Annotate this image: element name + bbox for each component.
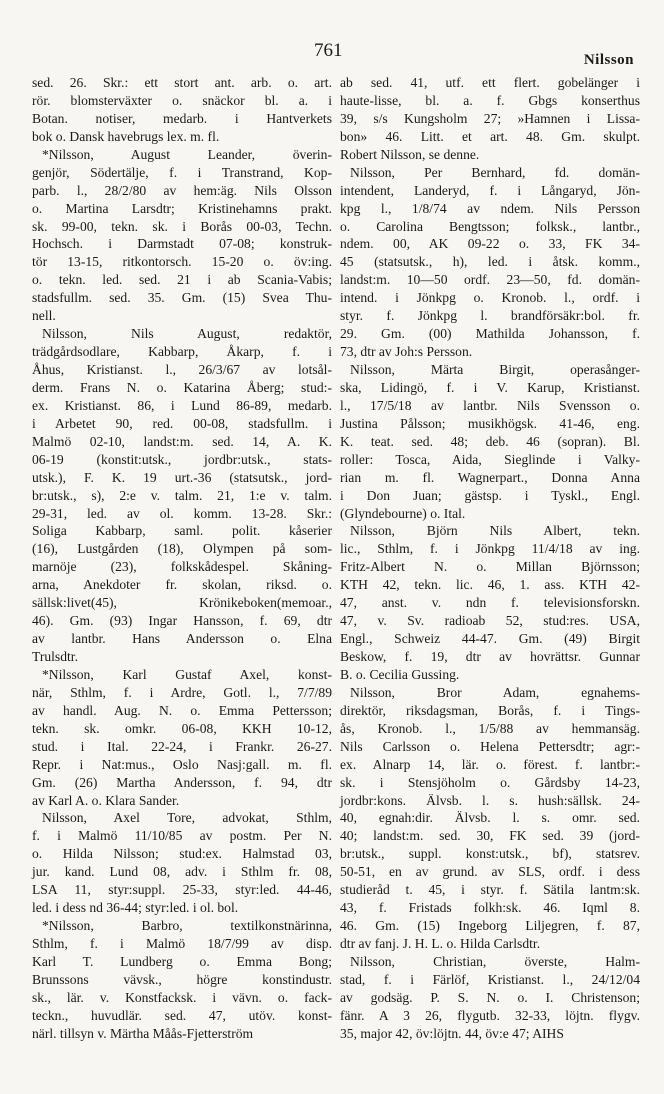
text-line: av lantbr. Hans Andersson o. Elna	[32, 631, 332, 647]
text-line: studieråd t. 45, i styr. f. Sätila lantm:sk.	[340, 882, 640, 898]
text-line: Gm. (26) Martha Andersson, f. 94, dtr	[32, 774, 332, 790]
text-line: bok o. Dansk havebrugs lex. m. fl.	[32, 128, 220, 144]
text-line: 29. Gm. (00) Mathilda Johansson, f.	[340, 326, 640, 342]
text-line: 06-19 (konstit:utsk., jordbr:utsk., stats-	[32, 451, 332, 467]
text-line: utsk.), F. K. 19 urt.-36 (statsutsk., jord-	[32, 469, 332, 485]
text-line: rör. blomsterväxter o. snäckor bl. a. i	[32, 92, 332, 108]
text-line: i Arbetet 90, red. 00-08, stadsfullm. i	[32, 415, 332, 431]
text-line: Karl T. Lundberg o. Emma Bong;	[32, 953, 332, 969]
left-column	[32, 74, 332, 1043]
entry-heading-line: Nilsson, Märta Birgit, operasånger-	[350, 362, 640, 377]
text-line: närl. tillsyn v. Märtha Måås-Fjetterström	[32, 1025, 254, 1041]
text-line: sed. 26. Skr.: ett stort ant. arb. o. art.	[32, 75, 332, 90]
text-line: sk. i Stensjöholm o. Gårdsby 14-23,	[340, 774, 640, 790]
text-line: landst:m. 10—50 ordf. 23—50, fd. domän-	[340, 272, 640, 288]
entry-heading-line: Nilsson, Bror Adam, egnahems-	[350, 684, 640, 700]
text-line: (Glyndebourne) o. Ital.	[340, 505, 466, 521]
text-line: Brunssons vävsk., högre konstindustr.	[32, 971, 332, 987]
text-line: 39, s/s Kungsholm 27; »Hamnen i Lissa-	[340, 110, 640, 126]
text-line: teckn., huvudlär. sed. 47, utöv. konst-	[32, 1007, 332, 1023]
text-line: Nils Carlsson o. Helena Pettersdtr; agr:-	[340, 738, 640, 754]
text-line: roller: Tosca, Aida, Sieglinde i Valky-	[340, 451, 640, 467]
text-line: av Karl A. o. Klara Sander.	[32, 792, 180, 808]
text-line: Beskow, f. 19, dtr av hovrättsr. Gunnar	[340, 649, 640, 664]
text-line: Malmö 02-10, landst:m. sed. 14, A. K.	[32, 433, 332, 449]
text-line: o. Martina Larsdtr; Kristinehamns prakt.	[32, 200, 332, 216]
text-line: av handl. Aug. N. o. Emma Pettersson;	[32, 702, 332, 718]
text-line: Justina Pålsson; musikhögsk. 41-46, eng.	[340, 415, 640, 431]
text-line: Trulsdtr.	[32, 649, 78, 664]
text-line: br:utsk., suppl. konst:utsk., bf), statsrev.	[340, 846, 640, 862]
text-line: ab sed. 41, utf. ett flert. gobelänger i	[340, 75, 640, 90]
text-line: lic., Sthlm, f. i Jönkpg 11/4/18 av ing.	[340, 541, 640, 557]
text-line: K. teat. sed. 48; deb. 46 (sopran). Bl.	[340, 433, 640, 449]
text-line: 47, v. Sv. radioab 52, stud:res. USA,	[340, 613, 640, 629]
text-line: Repr. i Nat:mus., Oslo Nasj:gall. m. fl.	[32, 756, 332, 772]
text-line: f. i Malmö 11/10/85 av postm. Per N.	[32, 828, 332, 844]
text-line: Hochsch. i Darmstadt 07-08; konstruk-	[32, 236, 332, 252]
text-line: 45 (statsutsk., h), led. i åtsk. komm.,	[340, 254, 640, 270]
text-line: Robert Nilsson, se denne.	[340, 146, 480, 162]
text-line: led. i dess nd 36-44; styr:led. i ol. bol.	[32, 900, 239, 916]
text-line: haute-lisse, bl. a. f. Gbgs konserthus	[340, 92, 640, 108]
text-line: LSA 11, styr:suppl. 25-33, styr:led. 44-46,	[32, 882, 332, 898]
text-line: intend. i Jönkpg o. Kronob. l., ordf. i	[340, 290, 640, 306]
entry-heading-line: Nilsson, Axel Tore, advokat, Sthlm,	[42, 810, 332, 826]
text-line: (16), Lustgården (18), Olympen på som-	[32, 541, 332, 557]
text-line: Botan. notiser, medarb. i Hantverkets	[32, 110, 332, 126]
text-line: direktör, riksdagsman, Borås, f. i Tings-	[340, 702, 640, 718]
text-line: Fritz-Albert N. o. Millan Björnsson;	[340, 559, 640, 575]
text-line: stad, f. i Färlöf, Kristianst. l., 24/12/04	[340, 971, 640, 987]
page-header	[0, 40, 664, 70]
text-line: jordbr:kons. Älvsb. l. s. hush:sällsk. 24-	[340, 792, 640, 808]
text-line: kpg l., 1/8/74 av ndem. Nils Persson	[340, 200, 640, 216]
text-line: Soliga Kabbarp, saml. polit. kåserier	[32, 523, 332, 539]
text-line: ndem. 00, AK 09-22 o. 33, FK 34-	[340, 236, 640, 252]
right-column	[340, 74, 640, 1043]
entry-heading-line: *Nilsson, August Leander, överin-	[42, 146, 332, 162]
text-line: B. o. Cecilia Gussing.	[340, 666, 460, 682]
text-line: bon» 46. Litt. et art. 48. Gm. skulpt.	[340, 128, 640, 144]
text-line: fänr. A 3 26, flygutb. 32-33, löjtn. flygv.	[340, 1007, 640, 1023]
text-line: sk. 99-00, tekn. sk. i Borås 00-03, Techn.	[32, 218, 332, 234]
text-line: 43, f. Fristads folkh:sk. 46. Iqml 8.	[340, 900, 640, 916]
text-line: 40; landst:m. sed. 30, FK sed. 39 (jord-	[340, 828, 640, 844]
text-line: derm. Frans N. o. Katarina Åberg; stud:-	[32, 379, 332, 395]
text-line: o. Hilda Nilsson; stud:ex. Halmstad 03,	[32, 846, 332, 862]
text-line: o. tekn. led. sed. 21 i ab Scania-Vabis;	[32, 272, 332, 288]
text-line: 46). Gm. (93) Ingar Hansson, f. 69, dtr	[32, 613, 332, 629]
text-line: stud. i Ital. 22-24, i Frankr. 26-27.	[32, 738, 332, 754]
text-line: Engl., Schweiz 44-47. Gm. (49) Birgit	[340, 631, 640, 647]
text-line: 40, egnah:dir. Älvsb. l. s. omr. sed.	[340, 810, 640, 826]
text-line: jur. kand. Lund 08, adv. i Sthlm fr. 08,	[32, 864, 332, 880]
text-line: marnöje (23), folkskådespel. Skåning-	[32, 559, 332, 575]
text-line: tör 13-15, ritkontorsch. 15-20 o. öv:ing.	[32, 254, 332, 270]
text-line: sällsk:livet(45), Krönikeboken(memoar.,	[32, 595, 332, 611]
text-line: sk., lär. v. Konstfacksk. i vävn. o. fack-	[32, 989, 332, 1005]
text-line: i Don Juan; gästsp. i Tyskl., Engl.	[340, 487, 640, 503]
text-line: KTH 42, tekn. lic. 46, 1. ass. KTH 42-	[340, 577, 640, 593]
text-line: trädgårdsodlare, Kabbarp, Åkarp, f. i	[32, 344, 332, 360]
text-line: rian m. fl. Wagnerpart., Donna Anna	[340, 469, 640, 485]
text-line: ex. Kristianst. 86, i Lund 86-89, medarb.	[32, 397, 332, 413]
text-line: Åhus, Kristianst. l., 26/3/67 av lotsål-	[32, 362, 332, 377]
text-line: 47, anst. v. ndn f. televisionsforskn.	[340, 595, 640, 611]
text-line: stadsfullm. sed. 35. Gm. (15) Svea Thu-	[32, 290, 332, 306]
text-line: genjör, Södertälje, f. i Transtrand, Kop-	[32, 164, 332, 180]
page-number: 761	[314, 40, 343, 61]
entry-heading-line: Nilsson, Björn Nils Albert, tekn.	[350, 523, 640, 539]
entry-heading-line: Nilsson, Christian, överste, Halm-	[350, 953, 640, 969]
text-line: ska, Lidingö, f. i V. Karup, Kristianst.	[340, 379, 640, 395]
text-line: 50-51, en av grund. av SLS, ordf. i dess	[340, 864, 640, 880]
text-line: styr. f. Jönkpg l. brandförsäkr:bol. fr.	[340, 308, 640, 324]
text-line: nell.	[32, 308, 56, 324]
text-line: l., 17/5/18 av lantbr. Nils Svensson o.	[340, 397, 640, 413]
entry-heading-line: *Nilsson, Barbro, textilkonstnärinna,	[42, 918, 332, 934]
entry-heading-line: Nilsson, Nils August, redaktör,	[42, 326, 332, 342]
text-line: av godsäg. P. S. N. o. I. Christenson;	[340, 989, 640, 1005]
text-line: tekn. sk. omkr. 06-08, KKH 10-12,	[32, 720, 332, 736]
text-line: o. Carolina Bengtsson; folksk., lantbr.,	[340, 218, 640, 234]
entry-heading-line: Nilsson, Per Bernhard, fd. domän-	[350, 164, 640, 180]
text-line: arna, Anekdoter fr. skolan, riksd. o.	[32, 577, 332, 593]
entry-heading-line: *Nilsson, Karl Gustaf Axel, konst-	[42, 666, 332, 682]
text-line: ås, Kronob. l., 1/5/88 av hemmansäg.	[340, 720, 640, 736]
text-line: 46. Gm. (15) Ingeborg Liljegren, f. 87,	[340, 918, 640, 934]
text-line: Sthlm, f. i Malmö 18/7/99 av disp.	[32, 936, 332, 951]
text-line: när, Sthlm, f. i Ardre, Gotl. l., 7/7/89	[32, 684, 332, 700]
text-line: 29-31, led. av ol. komm. 13-28. Skr.:	[32, 505, 332, 521]
text-line: parb. l., 28/2/80 av hem:äg. Nils Olsson	[32, 182, 332, 198]
text-line: dtr av fanj. J. H. L. o. Hilda Carlsdtr.	[340, 936, 541, 951]
text-line: br:utsk., s), 2:e v. talm. 21, 1:e v. talm.	[32, 487, 332, 503]
text-line: ex. Alnarp 14, lär. o. förest. f. lantbr:-	[340, 756, 640, 772]
text-line: 73, dtr av Joh:s Persson.	[340, 344, 473, 360]
text-line: intendent, Landeryd, f. i Långaryd, Jön-	[340, 182, 640, 198]
running-head: Nilsson	[583, 52, 634, 68]
text-line: 35, major 42, öv:löjtn. 44, öv:e 47; AIHS	[340, 1025, 564, 1041]
